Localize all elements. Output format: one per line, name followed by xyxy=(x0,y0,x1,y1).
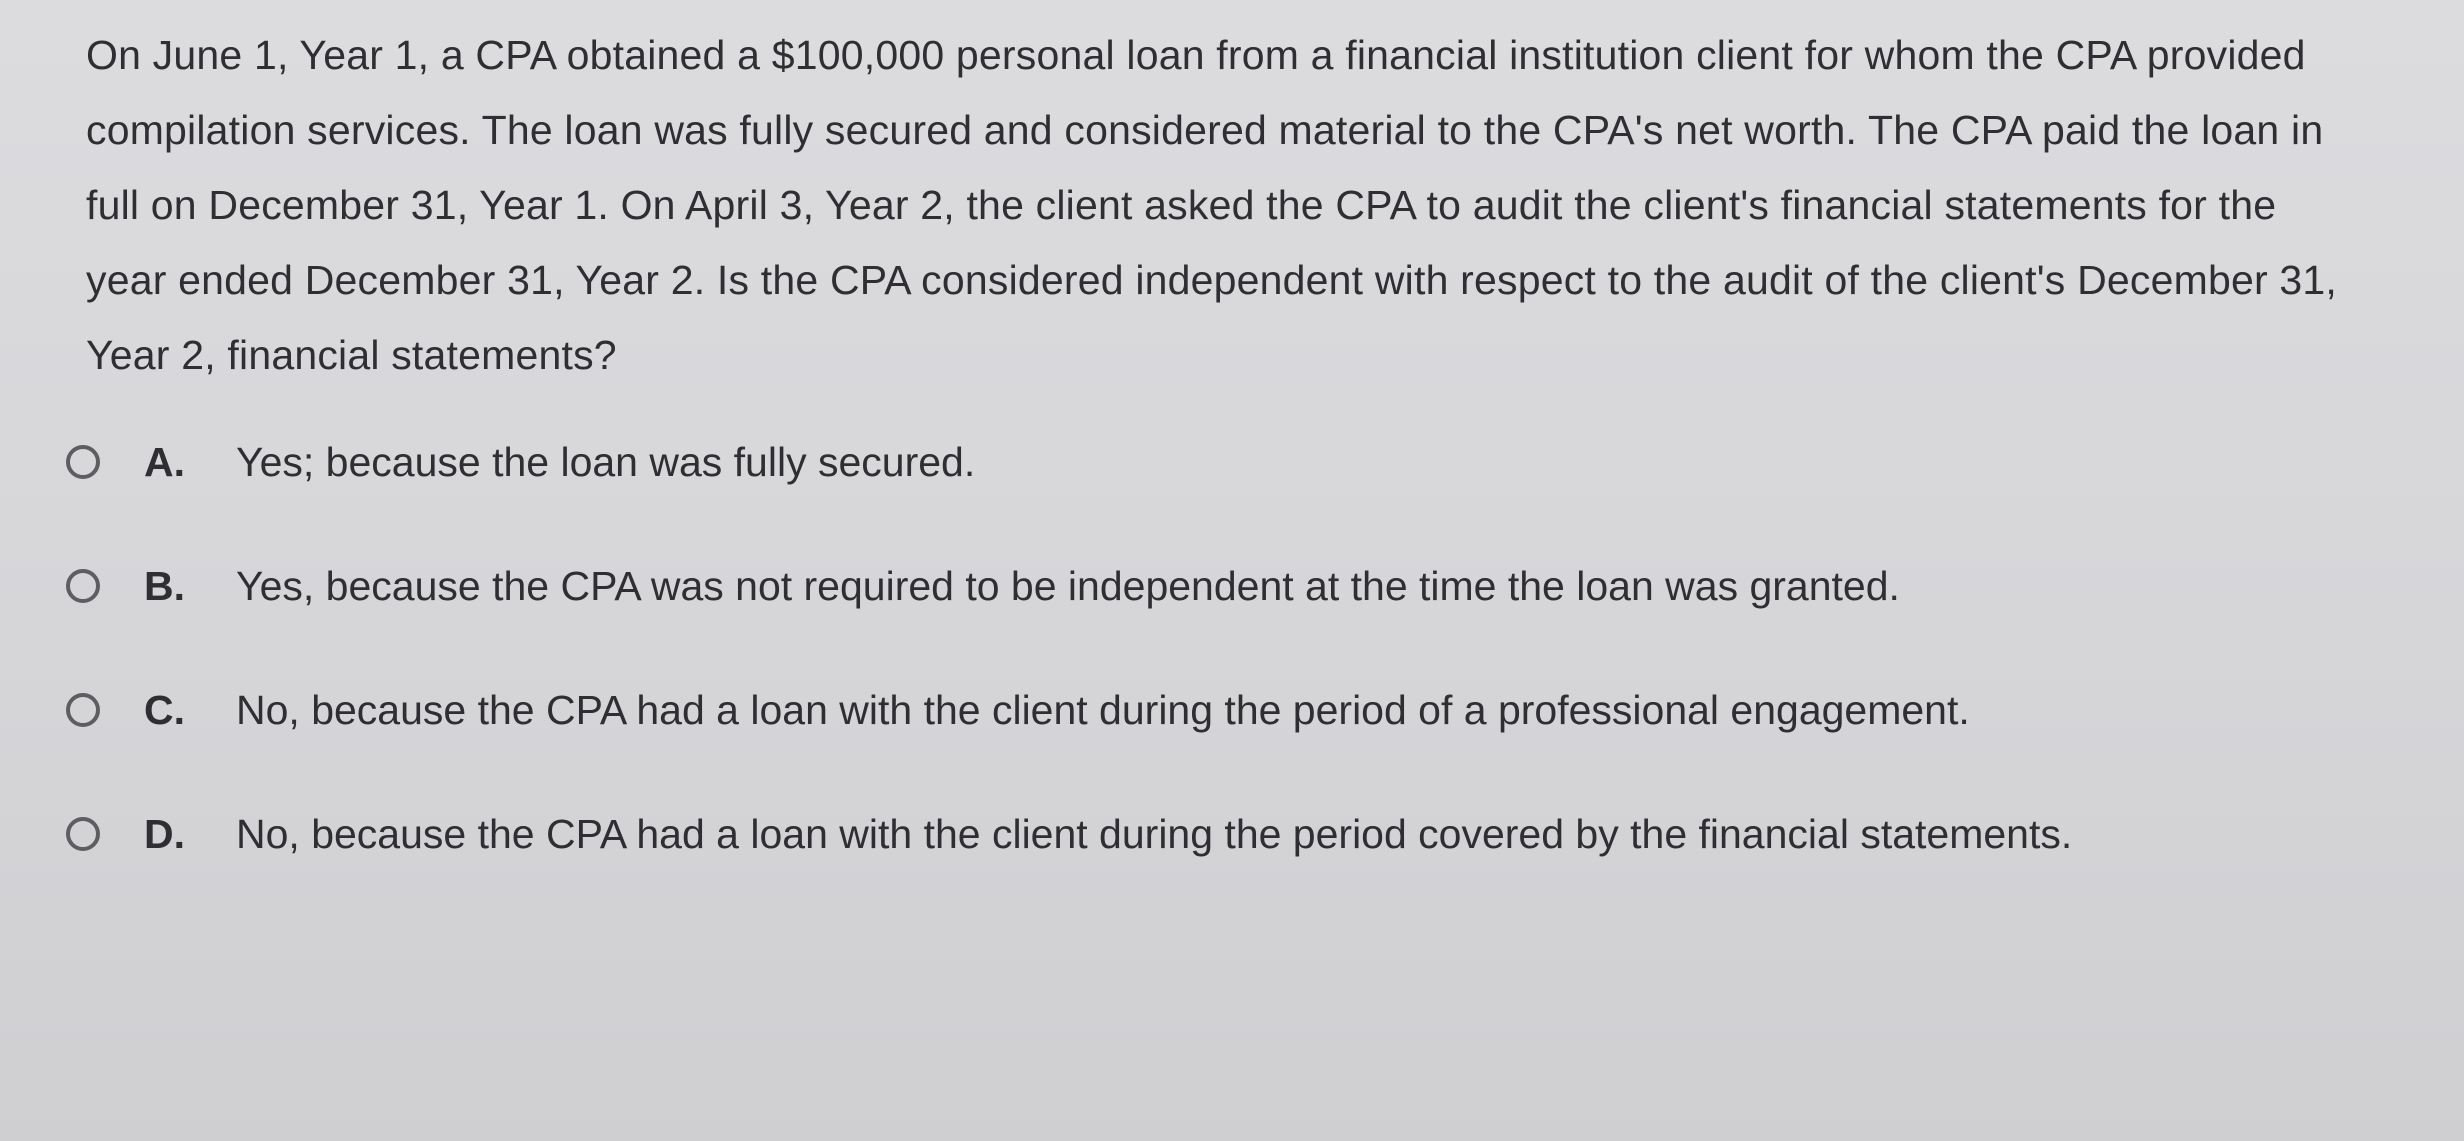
option-text-c: No, because the CPA had a loan with the client during the period of a professional engagement. xyxy=(236,687,1970,733)
option-c[interactable] xyxy=(66,673,2464,747)
option-text-d: No, because the CPA had a loan with the client during the period covered by the financial statements. xyxy=(236,811,2073,857)
radio-button-a[interactable] xyxy=(66,445,100,479)
option-letter-d: D. xyxy=(144,811,185,857)
radio-button-d[interactable] xyxy=(66,817,100,851)
option-d[interactable] xyxy=(66,797,2464,871)
option-b[interactable] xyxy=(66,549,2464,623)
option-text-a: Yes; because the loan was fully secured. xyxy=(236,439,976,485)
option-text-b: Yes, because the CPA was not required to be independent at the time the loan was granted. xyxy=(236,563,1900,609)
option-letter-a: A. xyxy=(144,439,185,485)
option-a[interactable] xyxy=(66,425,2464,499)
question-text: On June 1, Year 1, a CPA obtained a $100,000 personal loan from a financial institution client for whom the CPA provided compilation services. The loan was fully secured and considered material to the CPA's net worth. The CPA paid the loan in full on December 31, Year 1. On April 3, Year 2, the client asked the CPA to audit the client's financial statements for the year ended December 31, Year 2. Is the CPA considered independent with respect to the audit of the client's December 31, Year 2, financial statements? xyxy=(86,32,2337,378)
option-letter-b: B. xyxy=(144,563,185,609)
answer-options xyxy=(66,425,2464,871)
option-letter-c: C. xyxy=(144,687,185,733)
radio-button-b[interactable] xyxy=(66,569,100,603)
radio-button-c[interactable] xyxy=(66,693,100,727)
